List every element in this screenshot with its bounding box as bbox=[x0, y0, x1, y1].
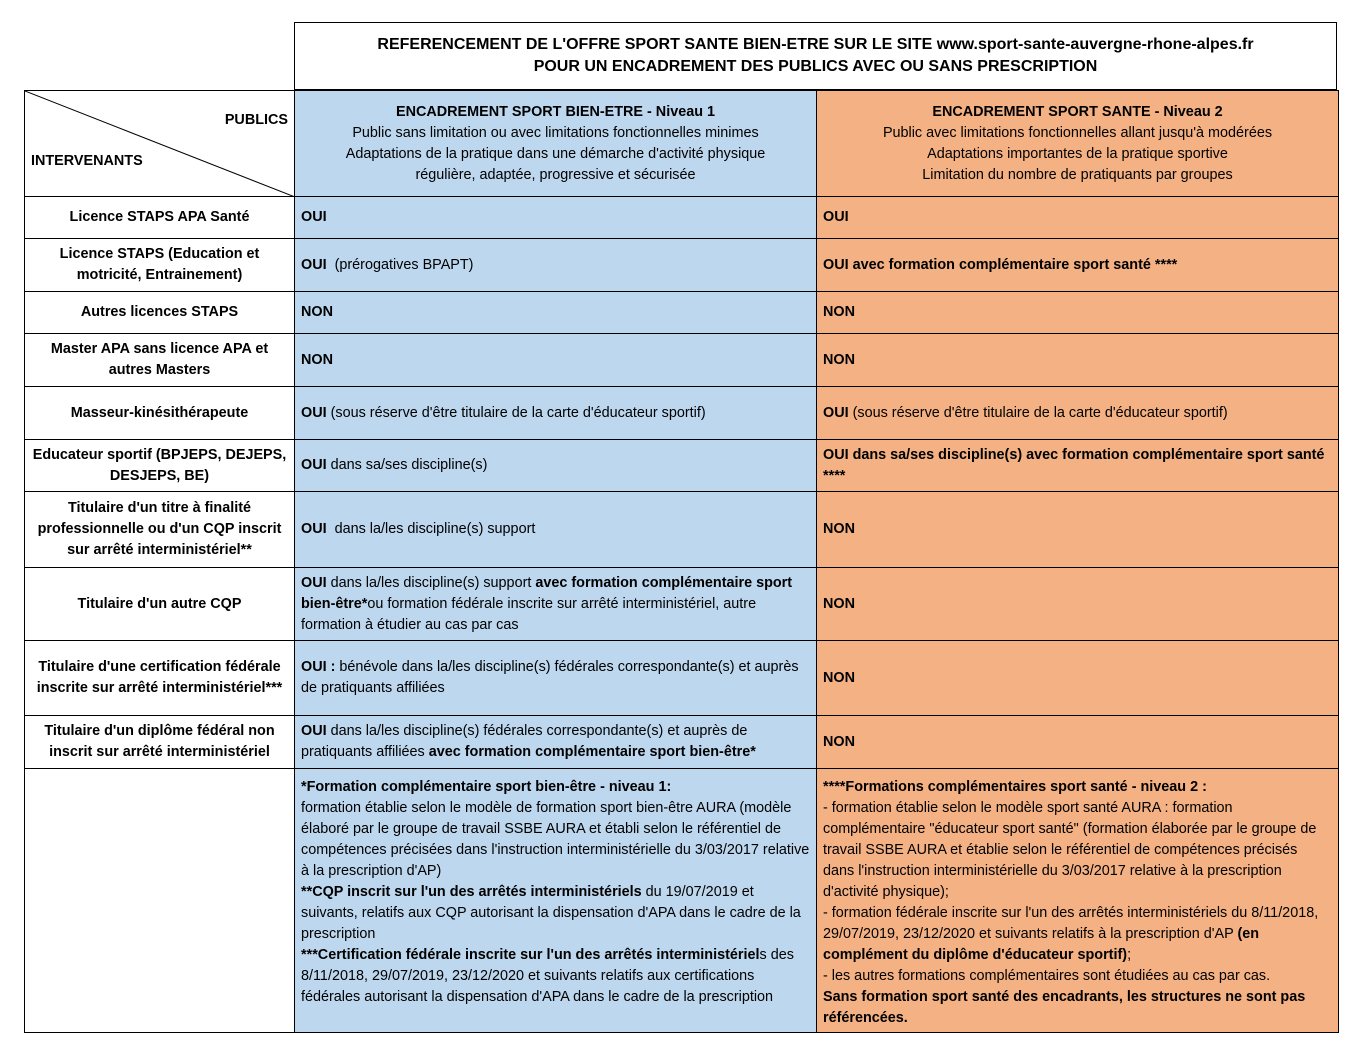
note-sans-formation: Sans formation sport santé des encadrants, les structures ne sont pas référencées. bbox=[823, 989, 1306, 1026]
cell-text: dans la/les discipline(s) fédérales correspondante(s) et auprès de pratiquants affiliées bbox=[301, 723, 748, 760]
cell-bold: OUI dans sa/ses discipline(s) avec formation complémentaire sport santé **** bbox=[823, 446, 1325, 484]
note-federale-text: - formation fédérale inscrite sur l'un des arrêtés interministériels du 8/11/2018, 29/07/2019, 23/12/2020 et suivants relatifs à la prescription d'AP bbox=[823, 905, 1319, 942]
cell-bold: OUI bbox=[823, 209, 849, 225]
note-certification-title: ***Certification fédérale inscrite sur l'un des arrêtés interministériel bbox=[301, 947, 760, 963]
cell-bold: OUI bbox=[301, 457, 327, 473]
note-certification-text: s des 8/11/2018, 29/07/2019, 23/12/2020 et suivants relatifs aux certifications fédérales autorisant la dispensation d'APA dans le cadre de la prescription bbox=[301, 947, 794, 1005]
cell-text: dans sa/ses discipline(s) bbox=[326, 457, 488, 473]
cell-text: bénévole dans la/les discipline(s) fédérales correspondante(s) et auprès de pratiquants affiliées bbox=[301, 659, 799, 696]
niveau-1-title: ENCADREMENT SPORT BIEN-ETRE - Niveau 1 bbox=[395, 103, 716, 120]
niveau-1-cell bbox=[295, 568, 817, 641]
referencing-table bbox=[24, 90, 1339, 1033]
row-label: Licence STAPS (Education et motricité, Entrainement) bbox=[25, 239, 295, 292]
note-cqp-title: **CQP inscrit sur l'un des arrêtés interministériels bbox=[301, 884, 642, 900]
table-row bbox=[25, 440, 1339, 492]
niveau-2-cell bbox=[817, 641, 1339, 716]
niveau-1-cell bbox=[295, 492, 817, 568]
cell-bold: OUI avec formation complémentaire sport santé **** bbox=[823, 256, 1178, 273]
cell-bold: OUI bbox=[301, 521, 327, 537]
niveau-2-cell bbox=[817, 568, 1339, 641]
niveau-2-title: ENCADREMENT SPORT SANTE - Niveau 2 bbox=[932, 103, 1223, 120]
title-line-2: POUR UN ENCADREMENT DES PUBLICS AVEC OU SANS PRESCRIPTION bbox=[533, 58, 1098, 75]
notes-niveau-1 bbox=[295, 769, 817, 1033]
note-cqp-text: du 19/07/2019 et suivants, relatifs aux CQP autorisant la dispensation d'APA dans le cadre de la prescription bbox=[301, 884, 801, 942]
niveau-1-cell bbox=[295, 334, 817, 387]
niveau-1-cell bbox=[295, 387, 817, 440]
cell-text: dans la/les discipline(s) support bbox=[326, 574, 536, 591]
niveau-2-cell bbox=[817, 387, 1339, 440]
table-row bbox=[25, 492, 1339, 568]
diagonal-divider bbox=[25, 91, 295, 197]
title-line-1: REFERENCEMENT DE L'OFFRE SPORT SANTE BIEN-ETRE SUR LE SITE www.sport-sante-auvergne-rhone-alpes.fr bbox=[377, 36, 1254, 53]
row-label: Titulaire d'un titre à finalité professionnelle ou d'un CQP inscrit sur arrêté interministériel** bbox=[25, 492, 295, 568]
cell-bold: NON bbox=[301, 351, 333, 368]
cell-bold: OUI bbox=[301, 256, 327, 273]
publics-label: PUBLICS bbox=[224, 112, 288, 128]
niveau-2-cell bbox=[817, 492, 1339, 568]
intervenants-label: INTERVENANTS bbox=[31, 153, 143, 169]
cell-bold: NON bbox=[301, 304, 333, 320]
niveau-2-cell bbox=[817, 197, 1339, 239]
table-row bbox=[25, 387, 1339, 440]
cell-bold: OUI bbox=[301, 574, 327, 591]
cell-bold: NON bbox=[823, 733, 855, 750]
niveau-1-cell bbox=[295, 197, 817, 239]
niveau-1-line-1: Public sans limitation ou avec limitations fonctionnelles minimes bbox=[352, 124, 759, 141]
table-row bbox=[25, 716, 1339, 769]
niveau-1-cell bbox=[295, 716, 817, 769]
niveau-1-cell bbox=[295, 440, 817, 492]
row-label: Masseur-kinésithérapeute bbox=[25, 387, 295, 440]
table-row bbox=[25, 641, 1339, 716]
table-row bbox=[25, 568, 1339, 641]
cell-bold: OUI : bbox=[301, 659, 336, 675]
row-label: Educateur sportif (BPJEPS, DEJEPS, DESJEPS, BE) bbox=[25, 440, 295, 492]
cell-bold: OUI bbox=[301, 404, 327, 421]
cell-bold: OUI bbox=[301, 723, 327, 739]
niveau-2-line-1: Public avec limitations fonctionnelles allant jusqu'à modérées bbox=[882, 124, 1273, 141]
row-label: Licence STAPS APA Santé bbox=[25, 197, 295, 239]
niveau-1-line-2: Adaptations de la pratique dans une démarche d'activité physique bbox=[345, 145, 766, 162]
cell-text: (sous réserve d'être titulaire de la carte d'éducateur sportif) bbox=[848, 404, 1228, 421]
table-row bbox=[25, 292, 1339, 334]
cell-text: (prérogatives BPAPT) bbox=[326, 256, 474, 273]
cell-text: (sous réserve d'être titulaire de la carte d'éducateur sportif) bbox=[326, 404, 706, 421]
niveau-1-cell bbox=[295, 239, 817, 292]
niveau-2-line-2: Adaptations importantes de la pratique sportive bbox=[927, 145, 1228, 162]
header-niveau-2 bbox=[817, 91, 1339, 197]
note-formation-n1-text: formation établie selon le modèle de formation sport bien-être AURA (modèle élaboré par le groupe de travail SSBE AURA et établi selon le référentiel de compétences précisées dans l'instruction interministérielle du 3/03/2017 relative à la prescription d'AP) bbox=[301, 800, 810, 879]
corner-cell bbox=[25, 91, 295, 197]
niveau-1-cell bbox=[295, 292, 817, 334]
note-federale-bold: (en complément du diplôme d'éducateur sportif) bbox=[823, 926, 1260, 963]
cell-bold: NON bbox=[823, 595, 855, 612]
row-label: Titulaire d'une certification fédérale inscrite sur arrêté interministériel*** bbox=[25, 641, 295, 716]
table-row bbox=[25, 239, 1339, 292]
table-row bbox=[25, 334, 1339, 387]
row-label: Autres licences STAPS bbox=[25, 292, 295, 334]
note-formation-n1-title: *Formation complémentaire sport bien-être - niveau 1: bbox=[301, 779, 672, 795]
cell-text-2: ou formation fédérale inscrite sur arrêté interministériel, autre formation à étudier au cas par cas bbox=[301, 595, 757, 633]
niveau-2-cell bbox=[817, 334, 1339, 387]
cell-text: dans la/les discipline(s) support bbox=[326, 521, 536, 537]
cell-bold: OUI bbox=[823, 404, 849, 421]
notes-row bbox=[25, 769, 1339, 1033]
niveau-2-cell bbox=[817, 440, 1339, 492]
row-label: Titulaire d'un autre CQP bbox=[25, 568, 295, 641]
cell-bold: NON bbox=[823, 669, 855, 686]
header-niveau-1 bbox=[295, 91, 817, 197]
note-formation-n2-text: - formation établie selon le modèle sport santé AURA : formation complémentaire "éducateur sport santé" (formation élaborée par le groupe de travail SSBE AURA et établie selon le référentiel de compétences précisés dans l'instruction interministérielle du 3/03/2017 relative à la prescription d'activité physique); bbox=[823, 800, 1317, 900]
cell-bold-2: avec formation complémentaire sport bien-être* bbox=[428, 744, 756, 760]
row-label: Titulaire d'un diplôme fédéral non inscrit sur arrêté interministériel bbox=[25, 716, 295, 769]
niveau-1-line-3: régulière, adaptée, progressive et sécurisée bbox=[415, 166, 696, 183]
cell-bold: NON bbox=[823, 521, 855, 537]
row-label: Master APA sans licence APA et autres Masters bbox=[25, 334, 295, 387]
niveau-2-cell bbox=[817, 239, 1339, 292]
niveau-2-cell bbox=[817, 716, 1339, 769]
table-row bbox=[25, 197, 1339, 239]
niveau-2-cell bbox=[817, 292, 1339, 334]
cell-bold: NON bbox=[823, 351, 855, 368]
notes-empty-cell bbox=[25, 769, 295, 1033]
cell-bold: NON bbox=[823, 304, 855, 320]
niveau-1-cell bbox=[295, 641, 817, 716]
note-federale-tail: ; bbox=[1127, 947, 1132, 963]
notes-niveau-2 bbox=[817, 769, 1339, 1033]
cell-bold-2: avec formation complémentaire sport bien-être* bbox=[301, 574, 793, 612]
page-title bbox=[294, 22, 1337, 90]
niveau-2-line-3: Limitation du nombre de pratiquants par groupes bbox=[922, 166, 1233, 183]
note-formation-n2-title: ****Formations complémentaires sport santé - niveau 2 : bbox=[823, 779, 1207, 795]
note-autres-text: - les autres formations complémentaires sont étudiées au cas par cas. bbox=[823, 968, 1271, 984]
header-row bbox=[25, 91, 1339, 197]
cell-bold: OUI bbox=[301, 209, 327, 225]
